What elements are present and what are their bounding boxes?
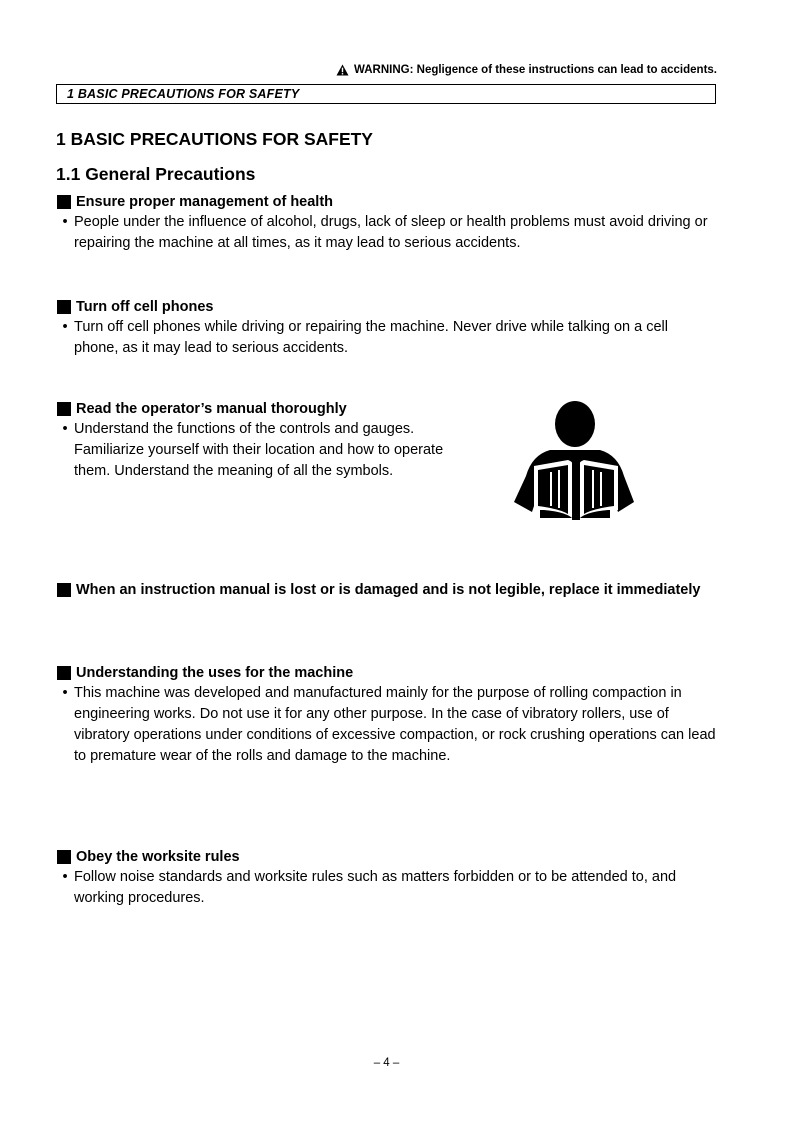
precaution-worksite-rules (56, 847, 716, 909)
square-bullet-icon (57, 666, 71, 680)
precaution-title: Ensure proper management of health (76, 194, 334, 210)
bullet-dot-icon: • (62, 319, 68, 335)
running-title: 1 BASIC PRECAUTIONS FOR SAFETY (67, 87, 300, 101)
precaution-machine-uses (56, 663, 716, 767)
bullet-dot-icon: • (62, 214, 68, 230)
precaution-title: Understanding the uses for the machine (76, 665, 354, 681)
square-bullet-icon (57, 583, 71, 597)
warning-header (336, 64, 717, 76)
square-bullet-icon (57, 300, 71, 314)
bullet-dot-icon: • (62, 421, 68, 437)
precaution-text: People under the influence of alcohol, drugs, lack of sleep or health problems must avoid driving or repairing the machine at all times, as it may lead to serious accidents. (74, 214, 708, 251)
square-bullet-icon (57, 850, 71, 864)
precaution-title: When an instruction manual is lost or is damaged and is not legible, replace it immediately (76, 582, 701, 598)
precaution-read-manual (56, 399, 456, 482)
precaution-text: Understand the functions of the controls and gauges. Familiarize yourself with their location and how to operate them. Understand the meaning of all the symbols. (74, 421, 444, 479)
precaution-title: Obey the worksite rules (76, 849, 240, 865)
page-number: – 4 – (373, 1057, 400, 1069)
precaution-text: Follow noise standards and worksite rules such as matters forbidden or to be attended to, and working procedures. (74, 869, 677, 906)
precaution-replace-manual (56, 580, 716, 600)
chapter-title: 1 BASIC PRECAUTIONS FOR SAFETY (56, 129, 373, 149)
section-title: 1.1 General Precautions (56, 164, 256, 184)
square-bullet-icon (57, 402, 71, 416)
warning-text: WARNING: Negligence of these instructions can lead to accidents. (354, 64, 717, 76)
precaution-text: This machine was developed and manufactured mainly for the purpose of rolling compaction in engineering works. Do not use it for any other purpose. In the case of vibratory rollers, use of vibratory operations under conditions of excessive compaction, or rock crushing operations can lead to premature wear of the rolls and damage to the machine. (74, 685, 716, 764)
precaution-health (56, 192, 716, 254)
bullet-dot-icon: • (62, 869, 68, 885)
precaution-text: Turn off cell phones while driving or repairing the machine. Never drive while talking on a cell phone, as it may lead to serious accidents. (74, 319, 668, 356)
warning-triangle-icon (336, 64, 349, 76)
precaution-title: Turn off cell phones (76, 299, 214, 315)
bullet-dot-icon: • (62, 685, 68, 701)
read-manual-icon (510, 400, 636, 522)
running-header-box (56, 84, 716, 104)
square-bullet-icon (57, 195, 71, 209)
precaution-cell-phones (56, 297, 716, 359)
precaution-title: Read the operator’s manual thoroughly (76, 401, 347, 417)
